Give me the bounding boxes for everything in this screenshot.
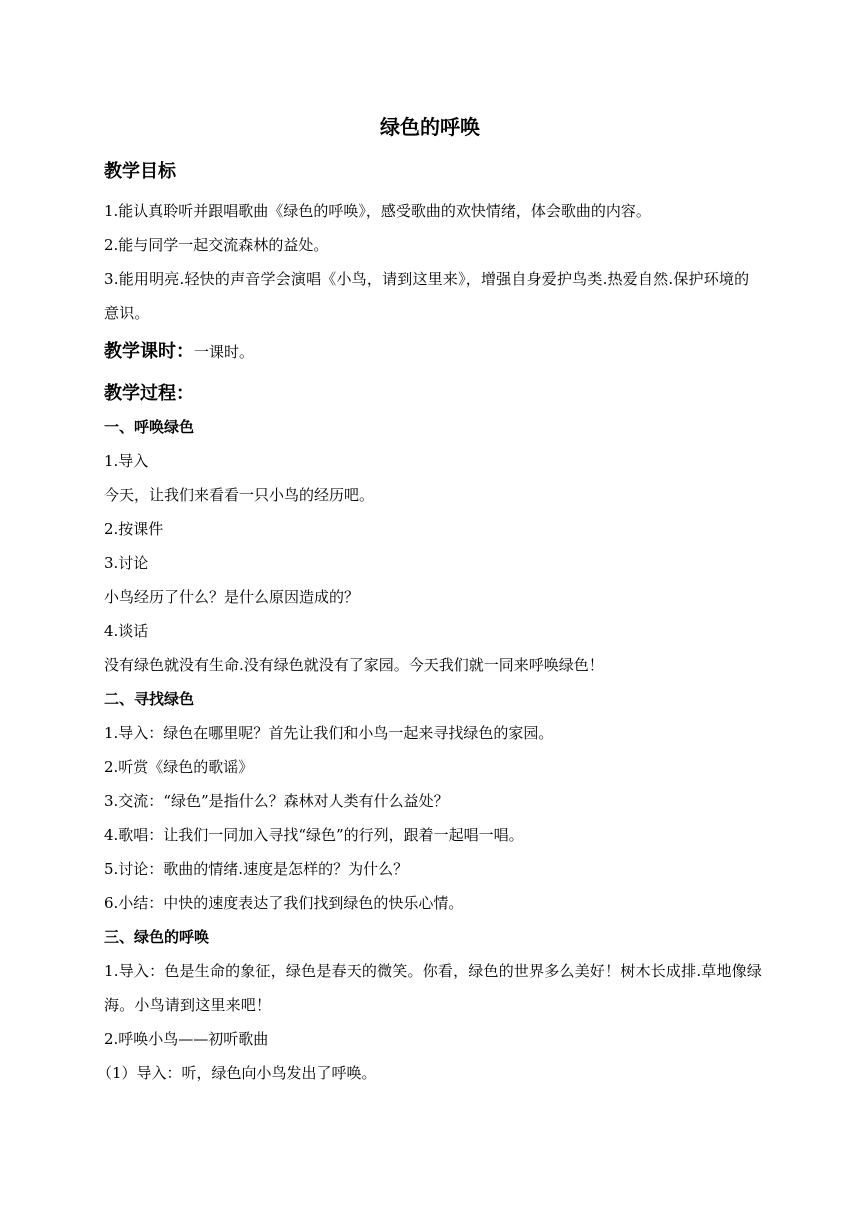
section-2-line: 5.讨论：歌曲的情绪.速度是怎样的？为什么？ bbox=[104, 860, 409, 878]
section-3-title: 三、绿色的呼唤 bbox=[104, 928, 210, 946]
section-1-line: 没有绿色就没有生命.没有绿色就没有了家园。今天我们就一同来呼唤绿色！ bbox=[104, 656, 604, 674]
document-title: 绿色的呼唤 bbox=[380, 115, 480, 139]
teaching-hours-label: 教学课时： bbox=[104, 341, 194, 362]
section-2-title: 二、寻找绿色 bbox=[104, 690, 195, 708]
section-1-line: 1.导入 bbox=[104, 452, 149, 470]
section-1-line: 4.谈话 bbox=[104, 622, 149, 640]
section-1-line: 3.讨论 bbox=[104, 554, 149, 572]
section-2-line: 6.小结：中快的速度表达了我们找到绿色的快乐心情。 bbox=[104, 894, 464, 912]
section-2-line: 3.交流：“绿色”是指什么？森林对人类有什么益处？ bbox=[104, 792, 449, 810]
section-2-line: 2.听赏《绿色的歌谣》 bbox=[104, 758, 254, 776]
section-1-line: 今天，让我们来看看一只小鸟的经历吧。 bbox=[104, 486, 375, 504]
objective-item-3: 3.能用明亮.轻快的声音学会演唱《小鸟，请到这里来》，增强自身爱护鸟类.热爱自然.保护环境的意识。 bbox=[104, 270, 750, 322]
section-2-line: 1.导入：绿色在哪里呢？首先让我们和小鸟一起来寻找绿色的家园。 bbox=[104, 724, 554, 742]
process-heading: 教学过程： bbox=[104, 383, 194, 404]
section-1-title: 一、呼唤绿色 bbox=[104, 418, 195, 436]
objective-item-1: 1.能认真聆听并跟唱歌曲《绿色的呼唤》，感受歌曲的欢快情绪，体会歌曲的内容。 bbox=[104, 202, 651, 220]
section-3-line: 1.导入：色是生命的象征，绿色是春天的微笑。你看，绿色的世界多么美好！树木长成排.草地像绿海。小鸟请到这里来吧！ bbox=[104, 962, 763, 1014]
section-3-line: 2.呼唤小鸟——初听歌曲 bbox=[104, 1030, 269, 1048]
section-1-line: 2.按课件 bbox=[104, 520, 164, 538]
section-3-line: （1）导入：听，绿色向小鸟发出了呼唤。 bbox=[97, 1064, 377, 1082]
objective-item-2: 2.能与同学一起交流森林的益处。 bbox=[104, 236, 329, 254]
section-2-line: 4.歌唱：让我们一同加入寻找“绿色”的行列，跟着一起唱一唱。 bbox=[104, 826, 524, 844]
objectives-heading: 教学目标 bbox=[104, 161, 176, 182]
teaching-hours bbox=[104, 336, 764, 368]
teaching-hours-value: 一课时。 bbox=[194, 343, 255, 361]
section-1-line: 小鸟经历了什么？是什么原因造成的？ bbox=[104, 588, 360, 606]
document-body bbox=[97, 156, 764, 1090]
